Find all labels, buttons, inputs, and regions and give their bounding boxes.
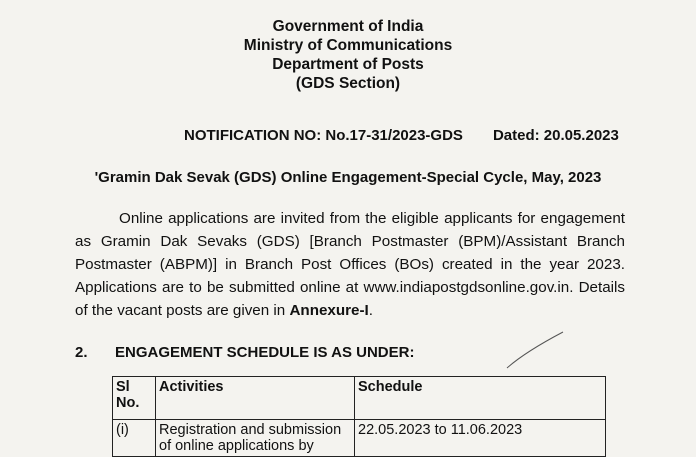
header-activities: Activities [156, 377, 355, 420]
row-sl: (i) [113, 420, 156, 457]
intro-paragraph [75, 207, 625, 322]
table-row [113, 420, 606, 457]
header-line-section: (GDS Section) [295, 75, 401, 92]
intro-text: Online applications are invited from the eligible applicants for engagement as Gramin Dak Sevaks (GDS) [Branch Postmaster (BPM)/Assistant Branch Postmaster (ABPM)] in Branch Post Offices (BOs) created in the year 2023. Applications are to be submitted online at www.indiapostgdsonline.gov.in. Details of the vacant posts are given in [75, 210, 625, 319]
header-schedule: Schedule [355, 377, 606, 420]
subject-line: 'Gramin Dak Sevak (GDS) Online Engagement-Special Cycle, May, 2023 [94, 169, 602, 186]
section-heading [75, 344, 414, 361]
notification-date: Dated: 20.05.2023 [492, 127, 619, 144]
row-activity: Registration and submission of online applications by [156, 420, 355, 457]
header-line-ministry: Ministry of Communications [243, 37, 453, 54]
header-sl-no: Sl No. [113, 377, 156, 420]
annexure-reference: Annexure-I [289, 302, 369, 319]
notification-line [184, 127, 619, 144]
header-line-department: Department of Posts [272, 56, 424, 73]
document-header [0, 17, 696, 93]
section-title: ENGAGEMENT SCHEDULE IS AS UNDER: [115, 344, 415, 361]
header-line-government: Government of India [272, 18, 424, 35]
section-number: 2. [75, 344, 88, 361]
schedule-table [112, 376, 606, 457]
pen-mark [505, 330, 565, 370]
row-schedule: 22.05.2023 to 11.06.2023 [355, 420, 606, 457]
intro-text-end: . [368, 302, 374, 319]
notification-number: NOTIFICATION NO: No.17-31/2023-GDS [184, 127, 463, 144]
table-header-row [113, 377, 606, 420]
